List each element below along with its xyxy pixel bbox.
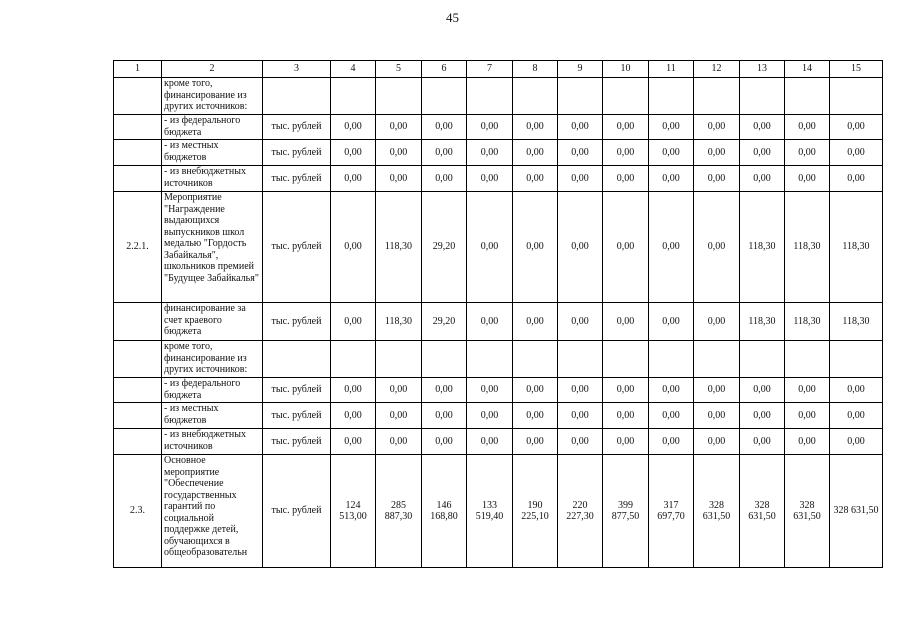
value-cell: 118,30 bbox=[740, 303, 785, 341]
value-cell: 0,00 bbox=[331, 378, 376, 403]
value-cell: 0,00 bbox=[558, 378, 603, 403]
value-cell: 0,00 bbox=[467, 429, 513, 455]
value-cell: 0,00 bbox=[513, 403, 558, 429]
value-cell: 0,00 bbox=[603, 403, 649, 429]
value-cell: 0,00 bbox=[422, 140, 467, 166]
value-cell: 118,30 bbox=[376, 303, 422, 341]
value-cell: 0,00 bbox=[467, 140, 513, 166]
value-cell: 0,00 bbox=[694, 378, 740, 403]
value-cell bbox=[830, 78, 883, 115]
table-row bbox=[114, 166, 883, 192]
value-cell: 220 227,30 bbox=[558, 455, 603, 568]
table-row bbox=[114, 429, 883, 455]
value-cell: 0,00 bbox=[558, 303, 603, 341]
value-cell: 0,00 bbox=[830, 403, 883, 429]
value-cell bbox=[422, 341, 467, 378]
value-cell bbox=[422, 78, 467, 115]
item-number bbox=[114, 341, 162, 378]
value-cell: 0,00 bbox=[785, 115, 830, 140]
value-cell bbox=[649, 78, 694, 115]
value-cell: 146 168,80 bbox=[422, 455, 467, 568]
value-cell: 0,00 bbox=[558, 192, 603, 303]
item-number bbox=[114, 166, 162, 192]
value-cell bbox=[694, 78, 740, 115]
value-cell: 0,00 bbox=[513, 166, 558, 192]
value-cell: 328 631,50 bbox=[785, 455, 830, 568]
unit-cell: тыс. рублей bbox=[263, 115, 331, 140]
value-cell bbox=[513, 78, 558, 115]
value-cell: 0,00 bbox=[603, 429, 649, 455]
table-row bbox=[114, 455, 883, 568]
value-cell: 328 631,50 bbox=[830, 455, 883, 568]
value-cell: 328 631,50 bbox=[740, 455, 785, 568]
value-cell bbox=[694, 341, 740, 378]
item-description: - из внебюджетных источников bbox=[162, 429, 263, 455]
value-cell: 0,00 bbox=[467, 166, 513, 192]
value-cell: 0,00 bbox=[331, 140, 376, 166]
budget-table bbox=[113, 60, 883, 568]
value-cell: 0,00 bbox=[376, 166, 422, 192]
value-cell: 190 225,10 bbox=[513, 455, 558, 568]
table-row bbox=[114, 115, 883, 140]
value-cell: 0,00 bbox=[331, 303, 376, 341]
value-cell: 0,00 bbox=[649, 378, 694, 403]
value-cell: 0,00 bbox=[649, 115, 694, 140]
header-cell: 12 bbox=[694, 61, 740, 78]
value-cell: 0,00 bbox=[649, 140, 694, 166]
header-cell: 13 bbox=[740, 61, 785, 78]
item-number bbox=[114, 115, 162, 140]
value-cell: 118,30 bbox=[376, 192, 422, 303]
value-cell: 317 697,70 bbox=[649, 455, 694, 568]
value-cell: 0,00 bbox=[603, 115, 649, 140]
value-cell: 285 887,30 bbox=[376, 455, 422, 568]
header-cell: 9 bbox=[558, 61, 603, 78]
value-cell bbox=[558, 78, 603, 115]
value-cell: 0,00 bbox=[785, 140, 830, 166]
unit-cell: тыс. рублей bbox=[263, 166, 331, 192]
value-cell: 0,00 bbox=[331, 429, 376, 455]
value-cell: 29,20 bbox=[422, 303, 467, 341]
value-cell: 0,00 bbox=[513, 429, 558, 455]
table-row bbox=[114, 378, 883, 403]
header-cell: 14 bbox=[785, 61, 830, 78]
item-description: кроме того, финансирование из других источников: bbox=[162, 78, 263, 115]
value-cell bbox=[740, 78, 785, 115]
value-cell: 0,00 bbox=[376, 403, 422, 429]
item-number bbox=[114, 140, 162, 166]
item-description: - из федерального бюджета bbox=[162, 115, 263, 140]
item-description: - из федерального бюджета bbox=[162, 378, 263, 403]
header-cell: 1 bbox=[114, 61, 162, 78]
value-cell: 0,00 bbox=[740, 403, 785, 429]
item-description: - из внебюджетных источников bbox=[162, 166, 263, 192]
value-cell: 0,00 bbox=[649, 166, 694, 192]
value-cell: 0,00 bbox=[376, 140, 422, 166]
value-cell: 0,00 bbox=[830, 115, 883, 140]
item-number: 2.2.1. bbox=[114, 192, 162, 303]
value-cell: 0,00 bbox=[422, 403, 467, 429]
value-cell: 0,00 bbox=[376, 429, 422, 455]
value-cell: 0,00 bbox=[649, 303, 694, 341]
value-cell: 0,00 bbox=[830, 378, 883, 403]
value-cell: 0,00 bbox=[694, 403, 740, 429]
unit-cell: тыс. рублей bbox=[263, 455, 331, 568]
value-cell: 0,00 bbox=[467, 115, 513, 140]
value-cell: 0,00 bbox=[694, 303, 740, 341]
table-row bbox=[114, 341, 883, 378]
value-cell: 0,00 bbox=[467, 303, 513, 341]
value-cell bbox=[785, 78, 830, 115]
value-cell bbox=[513, 341, 558, 378]
header-cell: 10 bbox=[603, 61, 649, 78]
unit-cell bbox=[263, 78, 331, 115]
value-cell: 0,00 bbox=[649, 429, 694, 455]
value-cell: 0,00 bbox=[467, 403, 513, 429]
value-cell: 0,00 bbox=[558, 115, 603, 140]
value-cell: 0,00 bbox=[331, 166, 376, 192]
item-description: Основное мероприятие "Обеспечение государственных гарантий по социальной поддержке детей, обучающихся в общеобразовательн bbox=[162, 455, 263, 568]
value-cell bbox=[331, 78, 376, 115]
value-cell: 0,00 bbox=[558, 140, 603, 166]
value-cell: 0,00 bbox=[467, 378, 513, 403]
value-cell bbox=[558, 341, 603, 378]
value-cell: 0,00 bbox=[694, 429, 740, 455]
value-cell: 133 519,40 bbox=[467, 455, 513, 568]
unit-cell: тыс. рублей bbox=[263, 378, 331, 403]
value-cell: 0,00 bbox=[830, 166, 883, 192]
value-cell: 0,00 bbox=[694, 140, 740, 166]
value-cell: 0,00 bbox=[830, 429, 883, 455]
value-cell bbox=[467, 341, 513, 378]
value-cell: 328 631,50 bbox=[694, 455, 740, 568]
value-cell: 0,00 bbox=[740, 166, 785, 192]
value-cell: 0,00 bbox=[331, 403, 376, 429]
value-cell: 0,00 bbox=[785, 166, 830, 192]
value-cell: 0,00 bbox=[513, 115, 558, 140]
table-row bbox=[114, 192, 883, 303]
header-cell: 6 bbox=[422, 61, 467, 78]
value-cell bbox=[649, 341, 694, 378]
item-description: - из местных бюджетов bbox=[162, 140, 263, 166]
value-cell: 0,00 bbox=[694, 166, 740, 192]
value-cell: 0,00 bbox=[558, 403, 603, 429]
value-cell: 0,00 bbox=[422, 429, 467, 455]
table-row bbox=[114, 140, 883, 166]
header-cell: 7 bbox=[467, 61, 513, 78]
unit-cell: тыс. рублей bbox=[263, 140, 331, 166]
value-cell: 0,00 bbox=[422, 115, 467, 140]
value-cell: 0,00 bbox=[422, 378, 467, 403]
value-cell bbox=[376, 341, 422, 378]
value-cell: 0,00 bbox=[603, 378, 649, 403]
value-cell bbox=[467, 78, 513, 115]
value-cell: 118,30 bbox=[830, 303, 883, 341]
value-cell bbox=[603, 78, 649, 115]
header-cell: 5 bbox=[376, 61, 422, 78]
value-cell: 0,00 bbox=[513, 192, 558, 303]
value-cell: 0,00 bbox=[603, 303, 649, 341]
value-cell: 0,00 bbox=[558, 429, 603, 455]
value-cell: 0,00 bbox=[649, 403, 694, 429]
header-cell: 11 bbox=[649, 61, 694, 78]
value-cell: 0,00 bbox=[513, 303, 558, 341]
value-cell bbox=[376, 78, 422, 115]
value-cell: 118,30 bbox=[785, 303, 830, 341]
value-cell: 0,00 bbox=[740, 429, 785, 455]
value-cell: 29,20 bbox=[422, 192, 467, 303]
item-description: - из местных бюджетов bbox=[162, 403, 263, 429]
item-description: финансирование за счет краевого бюджета bbox=[162, 303, 263, 341]
value-cell: 0,00 bbox=[603, 192, 649, 303]
value-cell: 0,00 bbox=[513, 140, 558, 166]
value-cell: 0,00 bbox=[740, 140, 785, 166]
value-cell bbox=[331, 341, 376, 378]
value-cell: 0,00 bbox=[603, 166, 649, 192]
value-cell: 0,00 bbox=[649, 192, 694, 303]
header-cell: 8 bbox=[513, 61, 558, 78]
value-cell: 0,00 bbox=[603, 140, 649, 166]
item-number bbox=[114, 303, 162, 341]
value-cell: 118,30 bbox=[740, 192, 785, 303]
value-cell: 0,00 bbox=[513, 378, 558, 403]
item-description: кроме того, финансирование из других источников: bbox=[162, 341, 263, 378]
value-cell: 0,00 bbox=[785, 403, 830, 429]
header-cell: 4 bbox=[331, 61, 376, 78]
header-cell: 2 bbox=[162, 61, 263, 78]
value-cell: 0,00 bbox=[467, 192, 513, 303]
unit-cell: тыс. рублей bbox=[263, 403, 331, 429]
item-description: Мероприятие "Награждение выдающихся выпускников школ медалью "Гордость Забайкалья", школьников премией "Будущее Забайкалья" bbox=[162, 192, 263, 303]
value-cell: 0,00 bbox=[331, 192, 376, 303]
header-row bbox=[114, 61, 883, 78]
value-cell: 118,30 bbox=[830, 192, 883, 303]
unit-cell bbox=[263, 341, 331, 378]
item-number bbox=[114, 378, 162, 403]
value-cell: 0,00 bbox=[558, 166, 603, 192]
header-cell: 15 bbox=[830, 61, 883, 78]
value-cell: 0,00 bbox=[785, 429, 830, 455]
value-cell: 0,00 bbox=[694, 115, 740, 140]
item-number bbox=[114, 429, 162, 455]
value-cell: 0,00 bbox=[740, 378, 785, 403]
item-number: 2.3. bbox=[114, 455, 162, 568]
unit-cell: тыс. рублей bbox=[263, 429, 331, 455]
value-cell bbox=[740, 341, 785, 378]
table-row bbox=[114, 303, 883, 341]
value-cell: 0,00 bbox=[376, 115, 422, 140]
value-cell bbox=[830, 341, 883, 378]
value-cell bbox=[785, 341, 830, 378]
value-cell: 118,30 bbox=[785, 192, 830, 303]
value-cell: 124 513,00 bbox=[331, 455, 376, 568]
item-number bbox=[114, 403, 162, 429]
unit-cell: тыс. рублей bbox=[263, 303, 331, 341]
header-cell: 3 bbox=[263, 61, 331, 78]
value-cell: 0,00 bbox=[422, 166, 467, 192]
value-cell: 0,00 bbox=[785, 378, 830, 403]
table-row bbox=[114, 78, 883, 115]
value-cell: 0,00 bbox=[694, 192, 740, 303]
value-cell: 0,00 bbox=[830, 140, 883, 166]
item-number bbox=[114, 78, 162, 115]
value-cell: 0,00 bbox=[376, 378, 422, 403]
page-number: 45 bbox=[446, 10, 459, 25]
value-cell: 399 877,50 bbox=[603, 455, 649, 568]
value-cell bbox=[603, 341, 649, 378]
unit-cell: тыс. рублей bbox=[263, 192, 331, 303]
value-cell: 0,00 bbox=[740, 115, 785, 140]
table-row bbox=[114, 403, 883, 429]
value-cell: 0,00 bbox=[331, 115, 376, 140]
